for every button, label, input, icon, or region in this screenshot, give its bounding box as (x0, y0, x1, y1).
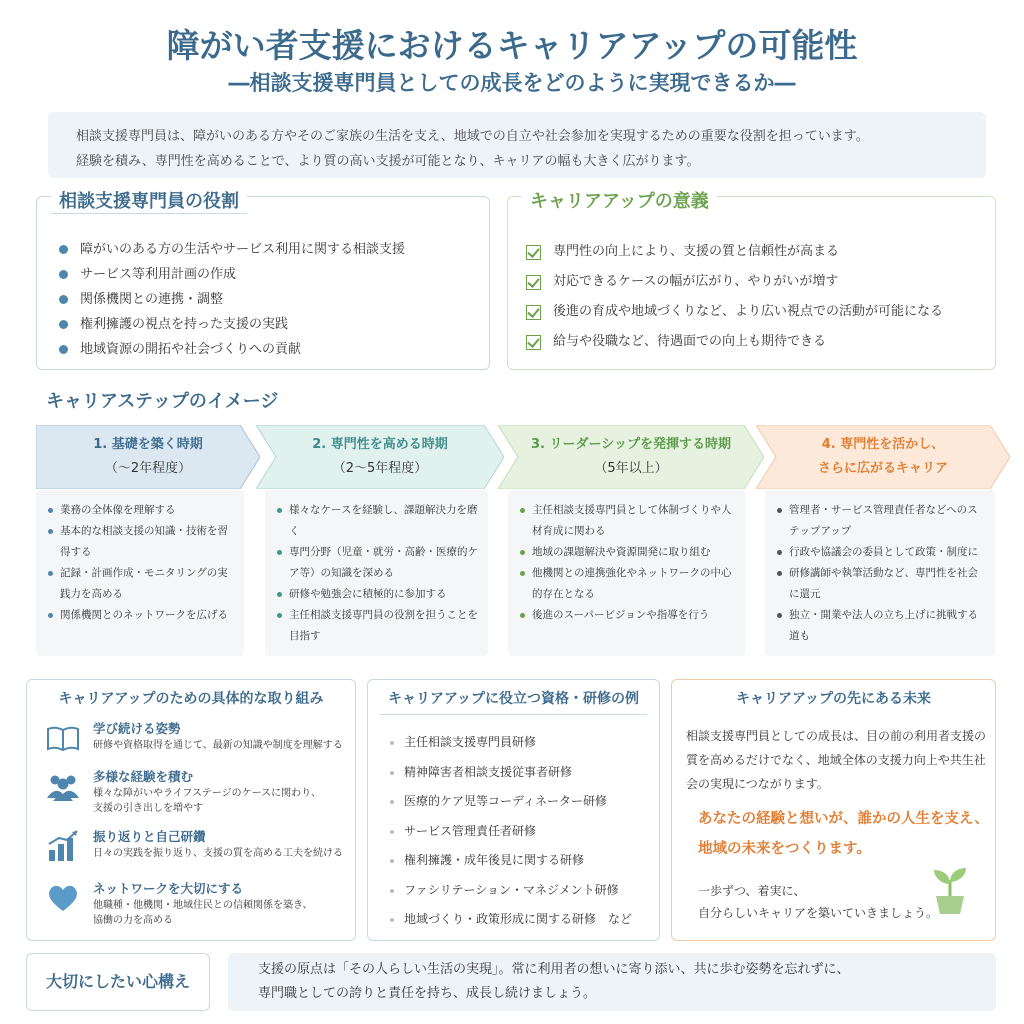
bullet-icon (59, 270, 68, 279)
step-card-1 (36, 490, 244, 656)
step-title: 1. 基礎を築く時期 (93, 437, 203, 452)
step-title: 2. 専門性を高める時期 (312, 437, 448, 452)
people-icon (45, 768, 81, 804)
bullet-icon (59, 245, 68, 254)
list-item: ファシリテーション・マネジメント研修 (390, 876, 632, 906)
list-item: 地域づくり・政策形成に関する研修 など (390, 905, 632, 935)
list-item: 管理者・サービス管理責任者などへのステップアップ (775, 500, 985, 542)
list-item: 主任相談支援専門員研修 (390, 728, 632, 758)
intro-box (48, 112, 986, 178)
list-item: 対応できるケースの幅が広がり、やりがいが増す (526, 267, 943, 297)
list-item: 研修講師や執筆活動など、専門性を社会に還元 (775, 563, 985, 605)
effort-item (45, 828, 343, 864)
effort-item (45, 720, 343, 756)
list-item: 記録・計画作成・モニタリングの実践力を高める (46, 563, 234, 605)
list-item: 権利擁護・成年後見に関する研修 (390, 846, 632, 876)
list-item: 権利擁護の視点を持った支援の実践 (59, 312, 405, 337)
role-list (59, 237, 405, 362)
mindset-label: 大切にしたい心構え (26, 953, 210, 1011)
list-item: 業務の全体像を理解する (46, 500, 234, 521)
list-item: 医療的ケア児等コーディネーター研修 (390, 787, 632, 817)
qualifications-heading: キャリアアップに役立つ資格・研修の例 (387, 691, 640, 707)
step-card-3 (508, 490, 745, 656)
step-title-line2: さらに広がるキャリア (817, 461, 948, 476)
step-card-4 (765, 490, 995, 656)
role-panel (36, 191, 490, 370)
list-item: 様々なケースを経験し、課題解決力を磨く (275, 500, 478, 542)
list-item: 地域の課題解決や資源開発に取り組む (518, 542, 735, 563)
step-arrow-2 (256, 425, 504, 489)
list-item: 行政や協議会の委員として政策・制度に (775, 542, 985, 563)
meaning-panel (507, 191, 996, 370)
effort-desc: 協働の力を高める (93, 915, 173, 926)
step-period: （2～5年程度） (332, 461, 428, 476)
step-title: 3. リーダーシップを発揮する時期 (531, 437, 731, 452)
list-item: 関係機関との連携・調整 (59, 287, 405, 312)
step-arrow-1 (36, 425, 260, 489)
list-item: 専門性の向上により、支援の質と信頼性が高まる (526, 237, 943, 267)
checkbox-icon (526, 335, 541, 350)
effort-desc: 他職種・他機関・地域住民との信頼関係を築き、 (93, 900, 313, 911)
step-period: （～2年程度） (104, 461, 192, 476)
plant-icon (928, 866, 972, 916)
effort-desc: 支援の引き出しを増やす (93, 803, 203, 814)
future-closing: 一歩ずつ、着実に、 自分らしいキャリアを築いていきましょう。 (698, 884, 939, 920)
future-text: 相談支援専門員としての成長は、目の前の利用者支援の 質を高めるだけでなく、地域全体の支援力向上や共生社 会の実現につながります。 (686, 729, 987, 791)
step-card-2 (265, 490, 488, 656)
list-item: サービス等利用計画の作成 (59, 262, 405, 287)
list-item: 独立・開業や法人の立ち上げに挑戦する道も (775, 605, 985, 647)
list-item: 主任相談支援専門員として体制づくりや人材育成に関わる (518, 500, 735, 542)
meaning-heading: キャリアアップの意義 (522, 187, 717, 213)
list-item: 後進のスーパービジョンや指導を行う (518, 605, 735, 626)
bullet-icon (59, 295, 68, 304)
step-title: 4. 専門性を活かし、 (821, 437, 945, 452)
effort-desc: 研修や資格取得を通じて、最新の知識や制度を理解する (93, 740, 343, 751)
effort-desc: 様々な障がいやライフステージのケースに関わり、 (93, 788, 322, 799)
intro-line: 相談支援専門員は、障がいのある方やそのご家族の生活を支え、地域での自立や社会参加を実現するための重要な役割を担っています。 (76, 129, 869, 144)
list-item: 地域資源の開拓や社会づくりへの貢献 (59, 337, 405, 362)
steps-heading: キャリアステップのイメージ (46, 391, 279, 412)
page-title: 障がい者支援におけるキャリアアップの可能性 (166, 26, 858, 65)
list-item: 基本的な相談支援の知識・技術を習得する (46, 521, 234, 563)
page-subtitle: ―相談支援専門員としての成長をどのように実現できるか― (228, 71, 796, 95)
step-arrow-3 (498, 425, 764, 489)
list-item: 給与や役職など、待遇面での向上も期待できる (526, 327, 943, 357)
list-item: 精神障害者相談支援従事者研修 (390, 758, 632, 788)
list-item: 研修や勉強会に積極的に参加する (275, 584, 478, 605)
future-emphasis: あなたの経験と想いが、誰かの人生を支え、 地域の未来をつくります。 (698, 811, 989, 857)
checkbox-icon (526, 305, 541, 320)
list-item: 他機関との連携強化やネットワークの中心的存在となる (518, 563, 735, 605)
list-item: サービス管理責任者研修 (390, 817, 632, 847)
effort-desc: 日々の実践を振り返り、支援の質を高める工夫を続ける (93, 848, 343, 859)
list-item: 専門分野（児童・就労・高齢・医療的ケア等）の知識を深める (275, 542, 478, 584)
intro-line: 経験を積み、専門性を高めることで、より質の高い支援が可能となり、キャリアの幅も大きく広がります。 (76, 154, 700, 169)
checkbox-icon (526, 275, 541, 290)
list-item: 後進の育成や地域づくりなど、より広い視点での活動が可能になる (526, 297, 943, 327)
effort-title: 学び続ける姿勢 (93, 721, 181, 736)
chart-icon (45, 828, 81, 864)
qualifications-list (390, 728, 632, 935)
heart-icon (45, 880, 81, 916)
effort-title: 多様な経験を積む (93, 769, 194, 784)
effort-title: 振り返りと自己研鑽 (93, 829, 206, 844)
bullet-icon (59, 345, 68, 354)
step-arrow-4 (756, 425, 1010, 489)
meaning-list (526, 237, 943, 357)
role-heading: 相談支援専門員の役割 (51, 187, 247, 214)
list-item: 障がいのある方の生活やサービス利用に関する相談支援 (59, 237, 405, 262)
efforts-heading: キャリアアップのための具体的な取り組み (58, 691, 324, 707)
efforts-box (26, 679, 356, 941)
effort-item (45, 880, 313, 928)
mindset-text: 支援の原点は「その人らしい生活の実現」。常に利用者の想いに寄り添い、共に歩む姿勢を忘れずに、 専門職としての誇りと責任を持ち、成長し続けましょう。 (228, 953, 996, 1011)
checkbox-icon (526, 245, 541, 260)
effort-item (45, 768, 321, 816)
list-item: 主任相談支援専門員の役割を担うことを目指す (275, 605, 478, 647)
qualifications-box (367, 679, 660, 941)
book-icon (45, 720, 81, 756)
divider (380, 714, 647, 715)
list-item: 関係機関とのネットワークを広げる (46, 605, 234, 626)
bullet-icon (59, 320, 68, 329)
future-heading: キャリアアップの先にある未来 (735, 691, 932, 707)
step-period: （5年以上） (594, 461, 668, 476)
effort-title: ネットワークを大切にする (93, 881, 244, 896)
future-box (671, 679, 996, 941)
